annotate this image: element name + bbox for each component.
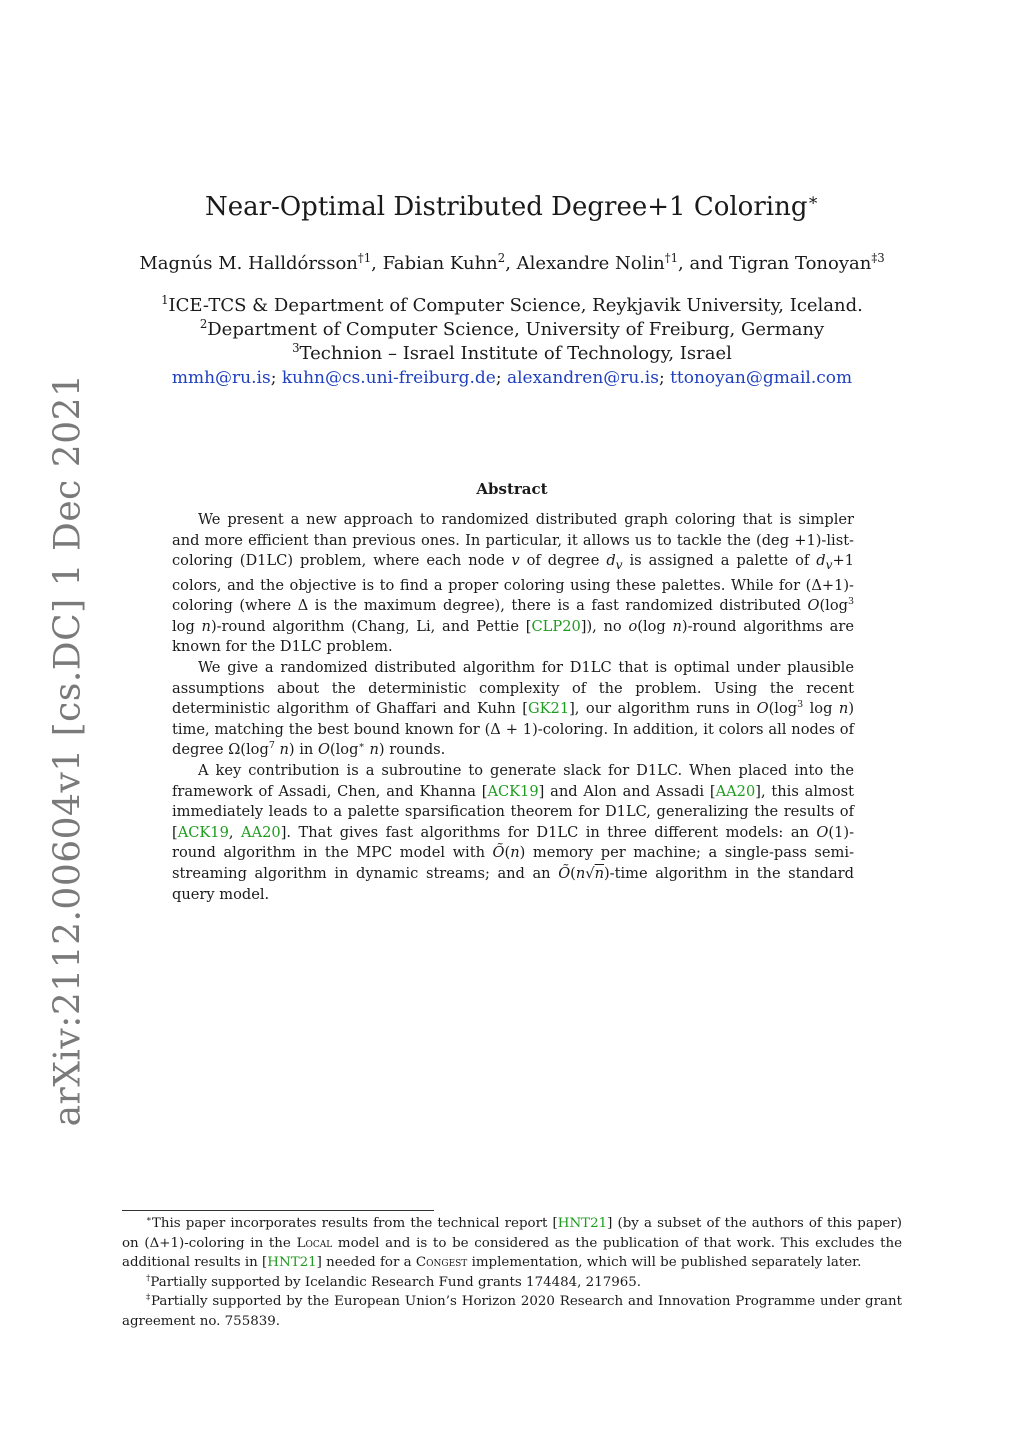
text: ( (570, 865, 576, 882)
affiliation-mark: 3 (292, 341, 300, 355)
abstract-paragraph-2 (172, 658, 854, 761)
author-name: Fabian Kuhn (382, 253, 498, 274)
author-separator: , and (678, 253, 730, 274)
arxiv-side-stamp: arXiv:2112.00604v1 [cs.DC] 1 Dec 2021 (47, 373, 89, 1127)
math: 7 (268, 740, 275, 752)
text: Congest (415, 1255, 468, 1270)
citation-link[interactable]: GK21 (527, 700, 570, 718)
affiliation-mark: 2 (199, 317, 208, 331)
math: v (511, 552, 520, 570)
math: v (615, 558, 623, 573)
author-name: Alexandre Nolin (516, 253, 665, 274)
math: v (825, 558, 833, 573)
math: n (510, 844, 520, 862)
text: ] and Alon and Assadi [ (538, 782, 716, 800)
email-separator: ; (658, 368, 671, 388)
abstract-body (172, 510, 854, 905)
math: 3 (797, 699, 804, 711)
title-text: Near-Optimal Distributed Degree+1 Coloring (205, 192, 808, 222)
email-separator: ; (270, 368, 282, 388)
affiliation-1 (0, 295, 1024, 316)
math: √ (585, 865, 595, 882)
email-link[interactable]: kuhn@cs.uni-freiburg.de (281, 368, 496, 388)
text: Local (296, 1235, 333, 1251)
citation-link[interactable]: ACK19 (177, 823, 229, 841)
text: A key contribution is a subroutine to generate slack for D1LC. When placed into the framework of Assadi, Chen, and Khanna [ (172, 762, 854, 800)
citation-link[interactable]: AA20 (241, 823, 281, 841)
math: o (628, 617, 638, 635)
citation-link[interactable]: AA20 (715, 782, 756, 800)
text: Partially supported by the European Union’s Horizon 2020 Research and Innovation Programme under grant agreement no. 755839. (122, 1294, 902, 1329)
author-mark: 2 (497, 251, 506, 265)
text: +1 colors, and the objective is to find a proper coloring using these palettes. While for (Δ+1)-coloring (where Δ is the maximum degree), there is a fast randomized distributed (172, 552, 854, 615)
math: O (756, 700, 769, 718)
text: ] needed for a (316, 1255, 416, 1270)
footnotes (122, 1214, 902, 1331)
email-link[interactable]: ttonoyan@gmail.com (670, 368, 853, 388)
text: is assigned a palette of (622, 552, 817, 570)
author-list (0, 253, 1024, 274)
author-name: Tigran Tonoyan (729, 253, 872, 274)
text: (log (768, 700, 798, 718)
text: , (228, 823, 242, 841)
text: log (172, 617, 202, 635)
text: )-round algorithm (Chang, Li, and Pettie [ (210, 617, 532, 635)
footnote-divider (122, 1210, 434, 1211)
text: log (803, 700, 839, 718)
math: Õ (558, 865, 571, 882)
text: Partially supported by Icelandic Research Fund grants 174484, 217965. (150, 1274, 642, 1290)
text: )-round algorithms are known for the D1LC problem. (172, 617, 854, 656)
text: ], our algorithm runs in (569, 700, 757, 718)
email-link[interactable]: mmh@ru.is (171, 368, 271, 388)
text: implementation, which will be published separately later. (467, 1255, 862, 1270)
abstract-heading: Abstract (476, 480, 548, 498)
text: )-time algorithm in the standard query model. (172, 865, 855, 903)
text: This paper incorporates results from the technical report [ (151, 1216, 558, 1231)
text: ( (504, 844, 511, 862)
math: d (816, 552, 826, 570)
citation-link[interactable]: CLP20 (531, 617, 581, 635)
affiliation-3 (0, 343, 1024, 364)
math: n (575, 865, 586, 882)
math: O (807, 597, 820, 615)
email-separator: ; (495, 368, 507, 388)
affiliation-text: Department of Computer Science, University of Freiburg, Germany (207, 319, 825, 340)
math: n (594, 865, 604, 882)
math: 3 (847, 596, 854, 608)
title-footnote-mark: ∗ (807, 189, 819, 210)
math: n (201, 617, 211, 635)
footnote-3 (122, 1292, 902, 1331)
citation-link[interactable]: HNT21 (557, 1216, 608, 1231)
email-link[interactable]: alexandren@ru.is (506, 368, 659, 388)
math: O (816, 823, 829, 841)
math: O (317, 741, 330, 759)
text: (log (819, 597, 848, 615)
text: ]. That gives fast algorithms for D1LC in three different models: an (280, 823, 817, 841)
affiliation-2 (0, 319, 1024, 340)
math: d (606, 552, 616, 570)
email-list (0, 368, 1024, 388)
text: ], this almost immediately leads to a palette sparsification theorem for D1LC, generalizing the results of [ (172, 782, 854, 841)
abstract-paragraph-1 (172, 510, 854, 658)
math: n (838, 700, 849, 718)
text: ) in (288, 741, 318, 759)
affiliation-mark: 1 (161, 293, 169, 307)
math: n (369, 741, 379, 759)
author-mark: †1 (357, 251, 372, 265)
citation-link[interactable]: ACK19 (487, 782, 539, 800)
author-name: Magnús M. Halldórsson (139, 253, 358, 274)
footnote-mark: ‡ (146, 1292, 151, 1303)
footnote-1 (122, 1214, 902, 1273)
footnote-mark: ∗ (146, 1214, 152, 1225)
author-separator: , (505, 253, 517, 274)
footnote-2 (122, 1273, 902, 1293)
math: n (672, 617, 682, 635)
author-mark: ‡3 (871, 251, 885, 265)
text: We give a randomized distributed algorithm for D1LC that is optimal under plausible assumptions about the deterministic complexity of the problem. Using the recent deterministic algorithm of Ghaffari and Kuhn [ (172, 659, 854, 718)
abstract-paragraph-3 (172, 761, 854, 905)
affiliation-text: Technion – Israel Institute of Technology, Israel (299, 343, 732, 364)
author-separator: , (371, 253, 383, 274)
author-mark: †1 (664, 251, 679, 265)
text: ) memory per machine; a single-pass semi-streaming algorithm in dynamic streams; and an (172, 844, 854, 882)
text: ] (by a subset of the authors of this paper) on (Δ+1)-coloring in the (122, 1216, 902, 1251)
footnote-mark: † (146, 1273, 151, 1284)
text: (log (637, 617, 673, 635)
text: ) time, matching the best bound known for (Δ + 1)-coloring. In addition, it colors all nodes of degree Ω(log (172, 700, 855, 759)
affiliation-text: ICE-TCS & Department of Computer Science, Reykjavik University, Iceland. (168, 295, 863, 316)
math: n (279, 741, 289, 759)
citation-link[interactable]: HNT21 (267, 1255, 317, 1270)
text: model and is to be considered as the publication of that work. This excludes the additional results in [ (122, 1235, 903, 1270)
text: (log (329, 741, 359, 759)
paper-title (0, 189, 1024, 222)
math: ∗ (358, 740, 365, 752)
text: of degree (519, 552, 607, 570)
text: We present a new approach to randomized distributed graph coloring that is simpler and more efficient than previous ones. In particular, it allows us to tackle the (deg +1)-list-coloring (D1LC) problem, where each node (172, 511, 854, 570)
text: (1)-round algorithm in the MPC model with (172, 823, 854, 862)
math: Õ (492, 844, 505, 862)
text: ]), no (580, 617, 629, 635)
text: ) rounds. (378, 741, 446, 759)
